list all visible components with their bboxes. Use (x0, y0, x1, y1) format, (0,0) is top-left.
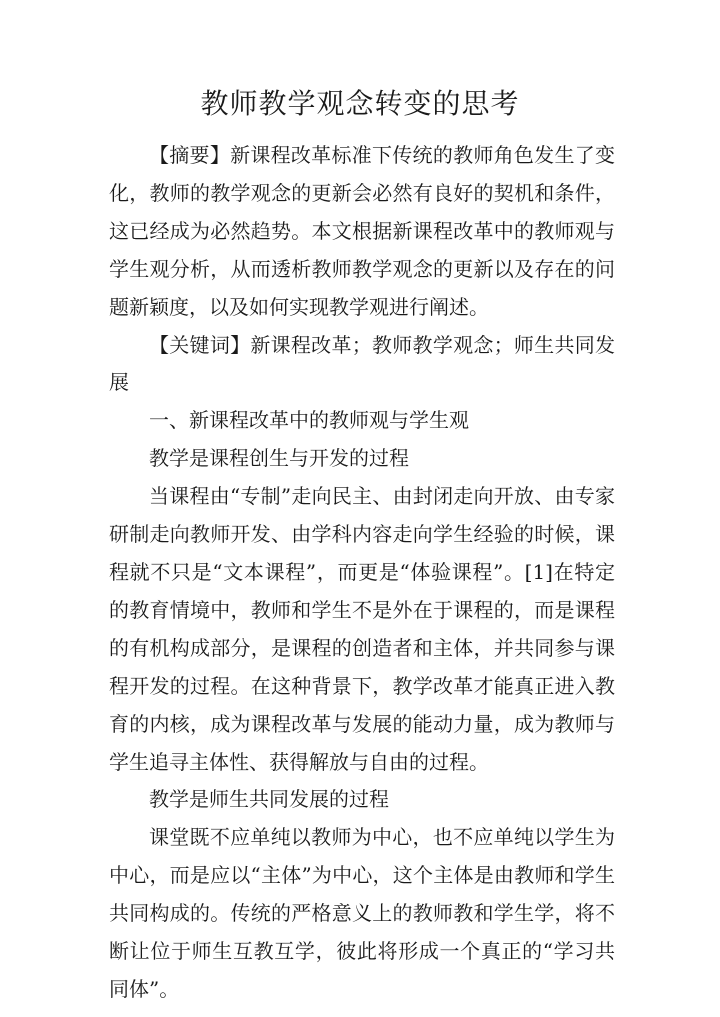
subheading-common-development: 教学是师生共同发展的过程 (149, 787, 389, 812)
section-heading: 一、新课程改革中的教师观与学生观 (149, 408, 469, 433)
body-paragraph-classroom: 课堂既不应单纯以教师为中心，也不应单纯以学生为中心，而是应以“主体”为中心，这个主体是由教师和学生共同构成的。传统的严格意义上的教师教和学生学，将不断让位于师生互教互学，彼此将形成一个真正的“学习共同体”。 (109, 825, 615, 1001)
keywords-line: 【关键词】新课程改革；教师教学观念；师生共同发展 (109, 332, 615, 395)
abstract-paragraph: 【摘要】新课程改革标准下传统的教师角色发生了变化，教师的教学观念的更新会必然有良好的契机和条件，这已经成为必然趋势。本文根据新课程改革中的教师观与学生观分析，从而透析教师教学观念的更新以及存在的问题新颖度，以及如何实现教学观进行阐述。 (109, 143, 615, 319)
document-title: 教师教学观念转变的思考 (200, 87, 520, 120)
document-body (109, 137, 615, 1009)
body-paragraph-course: 当课程由“专制”走向民主、由封闭走向开放、由专家研制走向教师开发、由学科内容走向学生经验的时候，课程就不只是“文本课程”，而更是“体验课程”。[1]在特定的教育情境中，教师和学生不是外在于课程的，而是课程的有机构成部分，是课程的创造者和主体，并共同参与课程开发的过程。在这种背景下，教学改革才能真正进入教育的内核，成为课程改革与发展的能动力量，成为教师与学生追寻主体性、获得解放与自由的过程。 (109, 484, 615, 774)
subheading-course-creation: 教学是课程创生与开发的过程 (149, 446, 409, 471)
